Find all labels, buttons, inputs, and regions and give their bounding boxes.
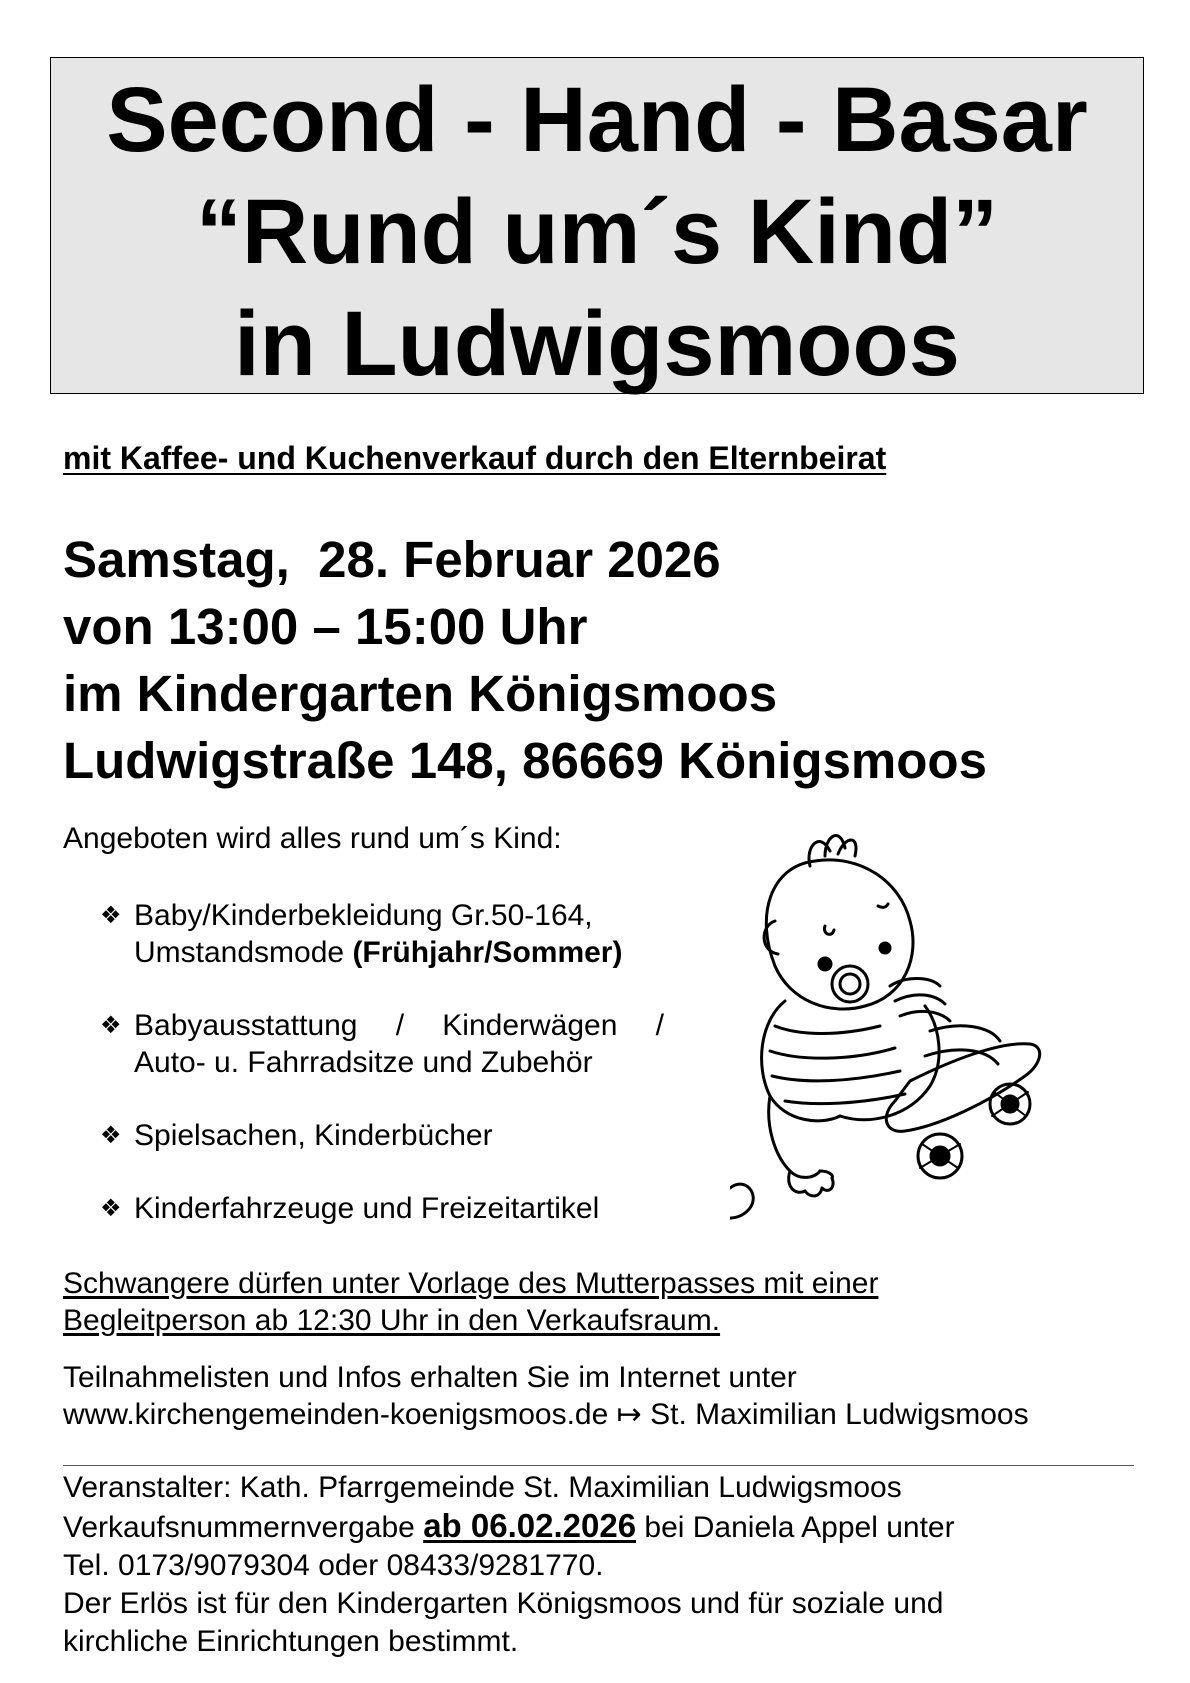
assignment-date: ab 06.02.2026 — [423, 1507, 637, 1544]
event-details — [63, 526, 987, 794]
title-line-3: in Ludwigsmoos — [234, 293, 960, 395]
organizer: Veranstalter: Kath. Pfarrgemeinde St. Maximilian Ludwigsmoos — [63, 1471, 902, 1504]
parish-target: St. Maximilian Ludwigsmoos — [650, 1398, 1029, 1431]
event-date: Samstag, 28. Februar 2026 — [63, 531, 721, 588]
list-item — [100, 1190, 680, 1227]
event-venue: im Kindergarten Königsmoos — [63, 665, 778, 722]
item-text: Umstandsmode (Frühjahr/Sommer) — [134, 936, 623, 969]
website-link[interactable]: www.kirchengemeinden-koenigsmoos.de — [63, 1398, 609, 1431]
item-text: Kinderfahrzeuge und Freizeitartikel — [134, 1192, 600, 1225]
item-text: Spielsachen, Kinderbücher — [134, 1119, 493, 1152]
info-text: Teilnahmelisten und Infos erhalten Sie im Internet unter www.kirchengemeinden-koenigsmoos.de ↦ St. Maximilian Ludwigsmoos — [63, 1361, 1029, 1431]
bullet-icon: ❖ — [100, 1122, 122, 1149]
event-address: Ludwigstraße 148, 86669 Königsmoos — [63, 732, 987, 789]
title-box — [50, 57, 1144, 394]
arrow-icon: ↦ — [616, 1398, 642, 1431]
event-time: von 13:00 – 15:00 Uhr — [63, 598, 588, 655]
offer-list — [100, 897, 680, 1263]
list-item — [100, 897, 680, 971]
crawling-baby-illustration — [730, 826, 1130, 1226]
item-text: Babyausstattung / Kinderwägen / — [134, 1009, 664, 1042]
subtitle: mit Kaffee- und Kuchenverkauf durch den Elternbeirat — [63, 440, 887, 476]
offer-intro: Angeboten wird alles rund um´s Kind: — [63, 822, 562, 855]
item-text: Baby/Kinderbekleidung Gr.50-164, — [134, 899, 593, 932]
divider — [63, 1465, 1134, 1466]
footer — [63, 1469, 955, 1661]
title-line-1: Second - Hand - Basar — [106, 69, 1088, 171]
number-assignment: Verkaufsnummernvergabe ab 06.02.2026 bei Daniela Appel unter — [63, 1507, 955, 1544]
list-item — [100, 1117, 680, 1154]
bullet-icon: ❖ — [100, 1195, 122, 1222]
proceeds-line-1: Der Erlös ist für den Kindergarten Königsmoos und für soziale und — [63, 1587, 944, 1620]
bullet-icon: ❖ — [100, 1012, 122, 1039]
item-text: Auto- u. Fahrradsitze und Zubehör — [134, 1046, 593, 1079]
proceeds-line-2: kirchliche Einrichtungen bestimmt. — [63, 1625, 519, 1658]
title-line-2: “Rund um´s Kind” — [195, 181, 999, 283]
pregnant-notice: Schwangere dürfen unter Vorlage des Mutterpasses mit einer Begleitperson ab 12:30 Uhr in den Verkaufsraum. — [63, 1267, 879, 1337]
list-item — [100, 1007, 680, 1081]
season-label: (Frühjahr/Sommer) — [352, 936, 623, 969]
phone-numbers: Tel. 0173/9079304 oder 08433/9281770. — [63, 1549, 604, 1582]
bullet-icon: ❖ — [100, 902, 122, 929]
